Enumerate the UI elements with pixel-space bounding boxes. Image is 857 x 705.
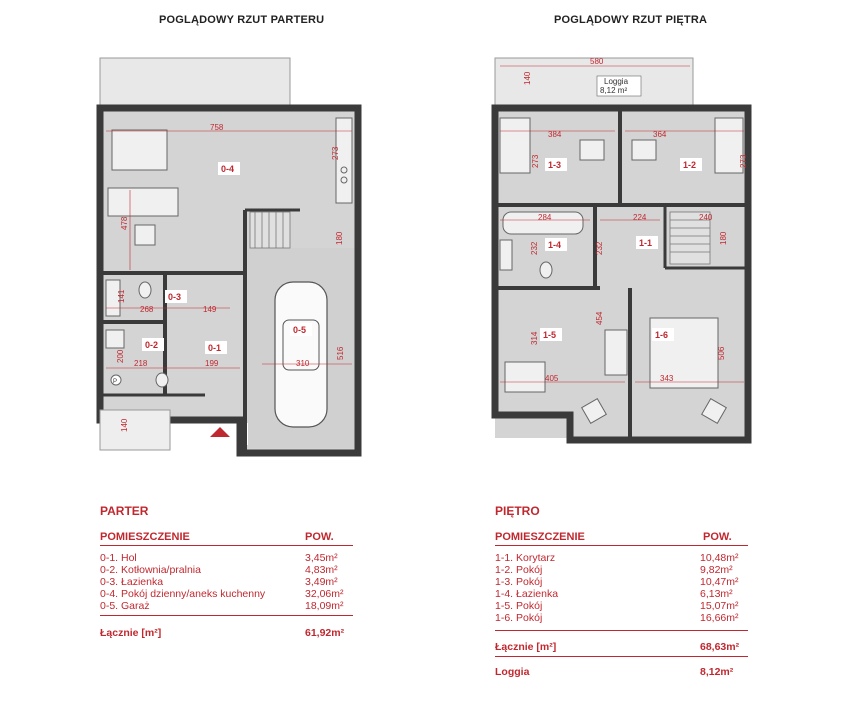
dim-label: 180 — [335, 231, 344, 245]
room-name: 1-4. Łazienka — [495, 588, 559, 600]
room-label: 0-4 — [221, 164, 235, 174]
table-cell: 10,48m² — [700, 552, 739, 564]
room-label: 0-5 — [293, 325, 307, 335]
svg-text:P: P — [113, 379, 118, 385]
loggia-label: Loggia — [495, 666, 530, 678]
section-title: PIĘTRO — [495, 504, 540, 518]
dim-label: 140 — [120, 418, 129, 432]
dining-table-icon — [112, 130, 167, 170]
upper-floor-title: POGLĄDOWY RZUT PIĘTRA — [554, 14, 708, 26]
table-row — [100, 600, 150, 612]
column-header-area: POW. — [305, 531, 334, 543]
car-icon — [275, 282, 327, 427]
dim-label: 384 — [548, 130, 562, 139]
table-cell: 9,82m² — [700, 564, 733, 576]
dim-label: 273 — [531, 154, 540, 168]
dim-label: 343 — [660, 374, 674, 383]
dim-label: 454 — [595, 311, 604, 325]
room-name: 1-5. Pokój — [495, 600, 543, 612]
table-row — [495, 552, 555, 564]
entrance-arrow-icon — [210, 427, 230, 437]
table-row — [100, 552, 137, 564]
divider — [495, 656, 748, 657]
terrace — [100, 58, 290, 108]
divider — [495, 545, 748, 546]
dim-label: 314 — [530, 331, 539, 345]
dim-label: 141 — [117, 289, 126, 303]
divider — [100, 615, 353, 616]
dim-label: 364 — [653, 130, 667, 139]
dim-label: 200 — [116, 349, 125, 363]
loggia-label: Loggia — [604, 77, 629, 86]
room-name: 1-1. Korytarz — [495, 552, 556, 564]
column-header-area: POW. — [703, 531, 732, 543]
table-cell: 3,45m² — [305, 552, 338, 564]
total-label: Łącznie [m²] — [495, 641, 557, 653]
table-row — [100, 588, 265, 600]
room-name: 0-2. Kotłownia/pralnia — [100, 564, 201, 576]
room-label: 0-2 — [145, 340, 159, 350]
table-cell: 16,66m² — [700, 612, 739, 624]
divider — [495, 630, 748, 631]
dim-label: 310 — [296, 359, 310, 368]
dim-label: 218 — [134, 359, 148, 368]
dim-label: 224 — [633, 213, 647, 222]
dim-label: 240 — [699, 213, 713, 222]
table-cell: 4,83m² — [305, 564, 338, 576]
dim-label: 149 — [203, 305, 217, 314]
total-value: 68,63m² — [700, 641, 740, 653]
table-row — [495, 600, 542, 612]
room-label: 1-4 — [548, 240, 562, 250]
column-header-room: POMIESZCZENIE — [100, 531, 190, 543]
dim-label: 516 — [336, 346, 345, 360]
table-row — [495, 564, 542, 576]
room-name: 0-3. Łazienka — [100, 576, 164, 588]
dim-label: 284 — [538, 213, 552, 222]
loggia-area: 8,12 m² — [600, 86, 628, 95]
room-label: 1-6 — [655, 330, 669, 340]
dim-label: 405 — [545, 374, 559, 383]
table-cell: 18,09m² — [305, 600, 344, 612]
loggia-value: 8,12m² — [700, 666, 734, 678]
room-label: 0-3 — [168, 292, 182, 302]
room-name: 1-2. Pokój — [495, 564, 543, 576]
dim-label: 140 — [523, 71, 532, 85]
table-cell: 15,07m² — [700, 600, 739, 612]
room-label: 1-2 — [683, 160, 697, 170]
dim-label: 273 — [331, 146, 340, 160]
column-header-room: POMIESZCZENIE — [495, 531, 585, 543]
room-label: 1-3 — [548, 160, 562, 170]
room-name: 1-6. Pokój — [495, 612, 543, 624]
dim-label: 268 — [140, 305, 154, 314]
table-cell: 3,49m² — [305, 576, 338, 588]
total-value: 61,92m² — [305, 627, 345, 639]
table-row — [495, 588, 558, 600]
room-label: 1-1 — [639, 238, 653, 248]
dim-label: 273 — [739, 154, 748, 168]
dim-label: 580 — [590, 57, 604, 66]
ground-floor-plan — [100, 58, 358, 453]
room-name: 0-1. Hol — [100, 552, 137, 564]
dim-label: 232 — [530, 241, 539, 255]
room-label: 0-1 — [208, 343, 222, 353]
dim-label: 232 — [595, 241, 604, 255]
table-row — [495, 612, 542, 624]
table-cell: 10,47m² — [700, 576, 739, 588]
bed-icon — [500, 118, 530, 173]
upper-floor-plan — [495, 57, 748, 440]
table-cell: 6,13m² — [700, 588, 733, 600]
room-name: 0-5. Garaż — [100, 600, 150, 612]
table-row — [495, 576, 542, 588]
section-title: PARTER — [100, 504, 149, 518]
room-name: 0-4. Pokój dzienny/aneks kuchenny — [100, 588, 266, 600]
table-row — [100, 576, 163, 588]
room-label: 1-5 — [543, 330, 557, 340]
room-name: 1-3. Pokój — [495, 576, 543, 588]
dim-label: 506 — [717, 346, 726, 360]
total-label: Łącznie [m²] — [100, 627, 162, 639]
dim-label: 758 — [210, 123, 224, 132]
table-cell: 32,06m² — [305, 588, 344, 600]
sofa-icon — [108, 188, 178, 216]
table-row — [100, 564, 201, 576]
dim-label: 199 — [205, 359, 219, 368]
dim-label: 478 — [120, 216, 129, 230]
dim-label: 180 — [719, 231, 728, 245]
divider — [100, 545, 353, 546]
ground-floor-title: POGLĄDOWY RZUT PARTERU — [159, 14, 325, 26]
